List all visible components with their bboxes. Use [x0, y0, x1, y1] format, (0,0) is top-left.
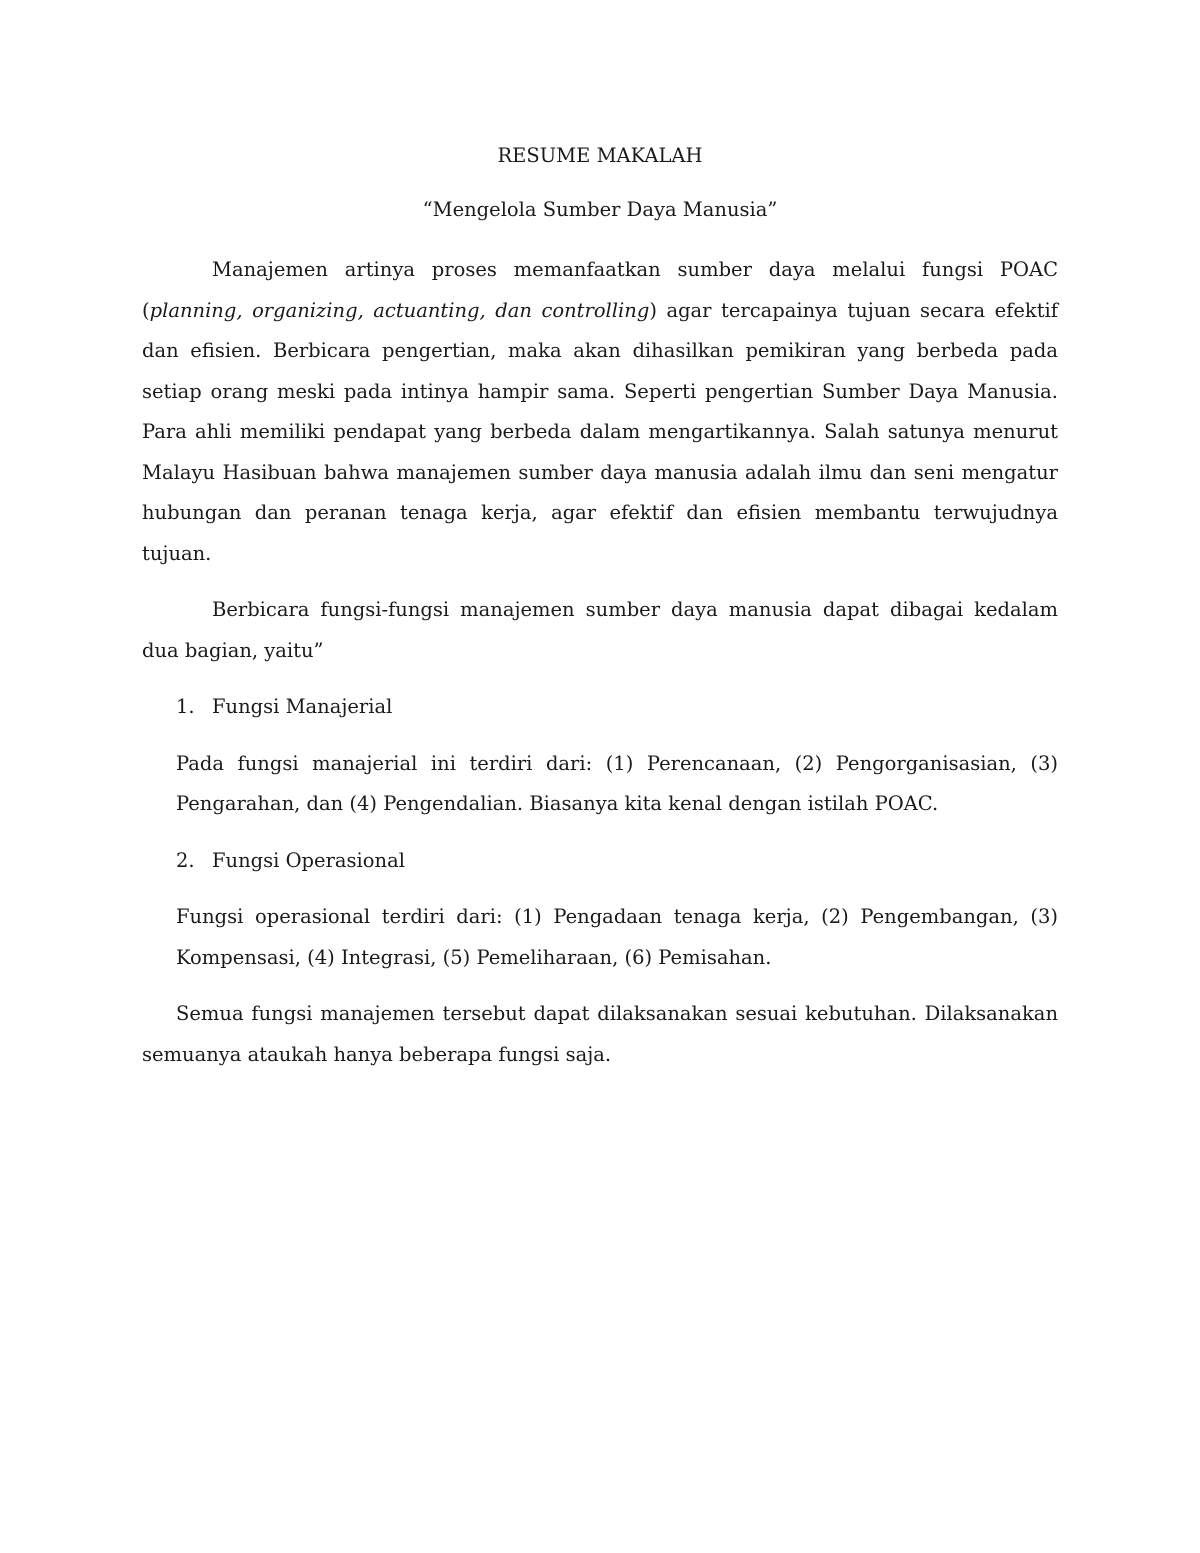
list-number: 2. — [176, 848, 195, 872]
document-subtitle: “Mengelola Sumber Daya Manusia” — [422, 198, 778, 221]
list-item-description: Pada fungsi manajerial ini terdiri dari: (1) Perencanaan, (2) Pengorganisasian, (3) Pengarahan, dan (4) Pengendalian. Biasanya kita kenal dengan istilah POAC. — [176, 751, 1058, 815]
list-item-heading — [142, 687, 1058, 728]
paragraph-introduction — [142, 250, 1058, 574]
list-item-heading — [142, 841, 1058, 882]
paragraph-text: Manajemen artinya proses memanfaatkan sumber daya melalui fungsi POAC ( — [142, 258, 1058, 322]
document-body — [142, 140, 1058, 1075]
paragraph-italic-text: planning, organizing, actuanting, dan controlling — [149, 298, 650, 322]
list-label: Fungsi Operasional — [212, 848, 405, 872]
document-title: RESUME MAKALAH — [497, 144, 703, 167]
list-item-description: Fungsi operasional terdiri dari: (1) Pengadaan tenaga kerja, (2) Pengembangan, (3) Kompensasi, (4) Integrasi, (5) Pemeliharaan, (6) Pemisahan. — [176, 905, 1058, 969]
paragraph-text: ) agar tercapainya tujuan secara efektif dan efisien. Berbicara pengertian, maka akan dihasilkan pemikiran yang berbeda pada setiap orang meski pada intinya hampir sama. Seperti pengertian Sumber Daya Manusia. Para ahli memiliki pendapat yang berbeda dalam mengartikannya. Salah satunya menurut Malayu Hasibuan bahwa manajemen sumber daya manusia adalah ilmu dan seni mengatur hubungan dan peranan tenaga kerja, agar efektif dan efisien membantu terwujudnya tujuan. — [142, 298, 1058, 565]
paragraph-closing: Semua fungsi manajemen tersebut dapat dilaksanakan sesuai kebutuhan. Dilaksanakan semuanya ataukah hanya beberapa fungsi saja. — [142, 1002, 1058, 1066]
paragraph-functions-intro: Berbicara fungsi-fungsi manajemen sumber daya manusia dapat dibagai kedalam dua bagian, yaitu” — [142, 598, 1058, 662]
list-number: 1. — [176, 695, 195, 718]
list-label: Fungsi Manajerial — [212, 695, 393, 718]
